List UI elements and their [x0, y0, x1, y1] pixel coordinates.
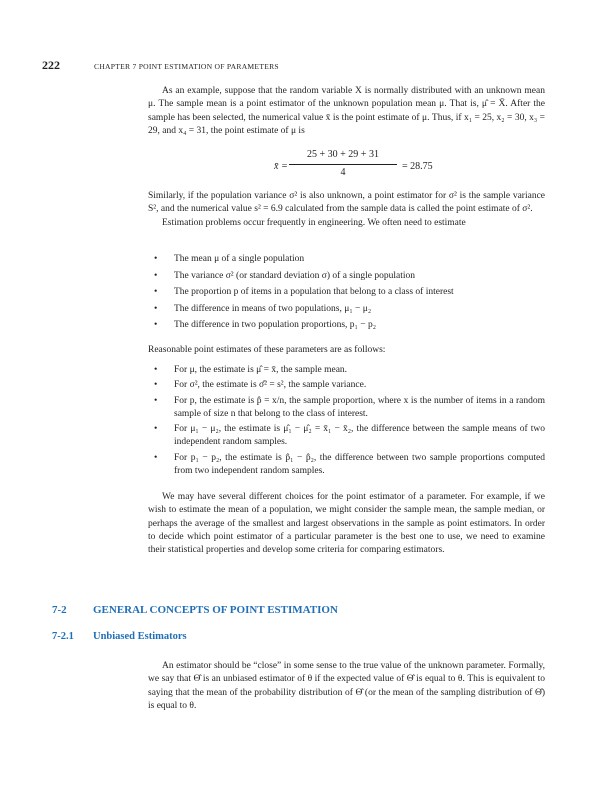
- equation-lhs: x̄ =: [274, 161, 288, 172]
- paragraph-reasonable-estimates: Reasonable point estimates of these parameters are as follows:: [148, 345, 386, 355]
- section-title: GENERAL CONCEPTS OF POINT ESTIMATION: [93, 604, 338, 616]
- paragraph-example: As an example, suppose that the random variable X is normally distributed with an unknown mean μ. The sample mean is a point estimator of the unknown population mean μ. That is, μ̂ = X̄. After the sample has been selected, the numerical value x̄ is the point estimate of μ. Thus, if x₁ = 25, x₂ = 30, x₃ = 29, and x₄ = 31, the point estimate of μ is: [148, 86, 545, 136]
- list-item: • For μ, the estimate is μ̂ = x̄, the sample mean.: [148, 364, 545, 377]
- fraction-bar: [289, 164, 397, 165]
- page-header: [42, 56, 562, 74]
- list-item: • The variance σ² (or standard deviation σ) of a single population: [148, 268, 545, 285]
- estimates-list: [148, 364, 545, 478]
- estimates-list-block: [148, 364, 545, 478]
- parameters-list-block: [148, 251, 545, 334]
- parameters-list: [148, 251, 545, 334]
- equation-rhs: = 28.75: [402, 161, 433, 172]
- list-item: • For μ₁ − μ₂, the estimate is μ̂₁ − μ̂₂ = x̄₁ − x̄₂, the difference between the sample means of two independent random samples.: [148, 423, 545, 450]
- paragraph-variance: Similarly, if the population variance σ² is also unknown, a point estimator for σ² is the sample variance S², and the numerical value s² = 6.9 calculated from the sample data is called the point estimate of σ².: [148, 191, 545, 215]
- subsection-number: 7-2.1: [52, 631, 74, 642]
- list-item: • The difference in two population proportions, p₁ − p₂: [148, 317, 545, 334]
- variance-block: [148, 190, 545, 230]
- equation-denominator: 4: [340, 167, 346, 178]
- paragraph-estimation-problems: Estimation problems occur frequently in engineering. We often need to estimate: [162, 217, 466, 228]
- intro-block: [148, 85, 545, 138]
- list-item: • The difference in means of two populations, μ₁ − μ₂: [148, 301, 545, 318]
- subsection-title: Unbiased Estimators: [93, 631, 187, 642]
- page-number: 222: [42, 58, 60, 72]
- unbiased-block: [148, 660, 545, 713]
- paragraph-unbiased-estimator: An estimator should be “close” in some sense to the true value of the unknown parameter. Formally, we say that Θ̂ is an unbiased estimator of θ if the expected value of Θ̂ is equal to θ. This is equivalent to saying that the mean of the probability distribution of Θ̂ (or the mean of the sampling distribution of Θ̂) is equal to θ.: [148, 661, 545, 711]
- choices-block: [148, 491, 545, 557]
- list-item: • For σ², the estimate is σ̂² = s², the sample variance.: [148, 379, 545, 392]
- sample-mean-equation: [274, 148, 474, 182]
- paragraph-estimator-choices: We may have several different choices for the point estimator of a parameter. For example, if we wish to estimate the mean of a population, we might consider the sample mean, the sample median, or perhaps the average of the smallest and largest observations in the sample as point estimators. In order to decide which point estimator of a particular parameter is the best one to use, we need to examine their statistical properties and develop some criteria for comparing estimators.: [148, 492, 545, 556]
- equation-numerator: 25 + 30 + 29 + 31: [307, 149, 379, 160]
- subsection-heading: [52, 631, 187, 642]
- list-item: • For p₁ − p₂, the estimate is p̂₁ − p̂₂, the difference between two sample proportions computed from two independent random samples.: [148, 452, 545, 479]
- running-head: CHAPTER 7 POINT ESTIMATION OF PARAMETERS: [94, 62, 279, 71]
- list-item: • The mean μ of a single population: [148, 251, 545, 268]
- section-number: 7-2: [52, 604, 67, 616]
- list-item: • The proportion p of items in a population that belong to a class of interest: [148, 284, 545, 301]
- list-item: • For p, the estimate is p̂ = x/n, the sample proportion, where x is the number of items in a random sample of size n that belong to the class of interest.: [148, 395, 545, 422]
- reasonable-estimates-block: [148, 344, 545, 357]
- section-heading: [52, 604, 338, 616]
